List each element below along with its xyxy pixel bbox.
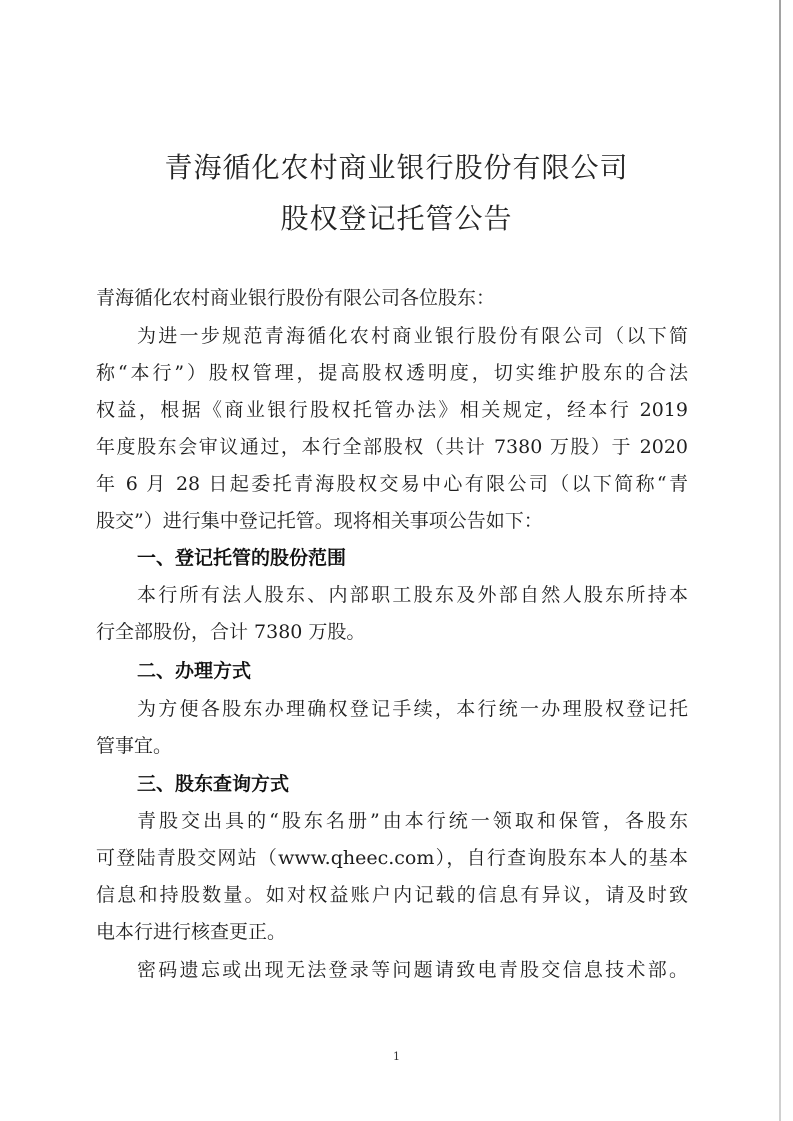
section-1-line: 本行所有法人股东、内部职工股东及外部自然人股东所持本 <box>137 584 688 606</box>
salutation: 青海循化农村商业银行股份有限公司各位股东： <box>96 287 496 309</box>
document-title-line-2: 股权登记托管公告 <box>280 202 513 235</box>
intro-line: 股交”）进行集中登记托管。现将相关事项公告如下： <box>96 510 543 532</box>
section-3-line: 信息和持股数量。如对权益账户内记载的信息有异议，请及时致 <box>96 884 688 906</box>
section-3-heading: 三、股东查询方式 <box>137 773 290 795</box>
section-3-line: 可登陆青股交网站（www.qheec.com），自行查询股东本人的基本 <box>96 847 688 869</box>
section-3-line: 密码遗忘或出现无法登录等问题请致电青股交信息技术部。 <box>137 959 688 981</box>
section-1-line: 行全部股份，合计 7380 万股。 <box>96 621 366 643</box>
section-2-line: 管事宜。 <box>96 735 173 757</box>
intro-line: 年度股东会审议通过，本行全部股权（共计 7380 万股）于 2020 <box>96 436 688 458</box>
section-3-line: 青股交出具的“股东名册”由本行统一领取和保管，各股东 <box>137 810 688 832</box>
section-3-line: 电本行进行核查更正。 <box>96 921 287 943</box>
section-2-line: 为方便各股东办理确权登记手续，本行统一办理股权登记托 <box>137 698 688 720</box>
section-1-heading: 一、登记托管的股份范围 <box>137 547 347 569</box>
document-title-line-1: 青海循化农村商业银行股份有限公司 <box>164 151 629 184</box>
intro-line: 为进一步规范青海循化农村商业银行股份有限公司（以下简 <box>137 325 688 347</box>
intro-line: 权益，根据《商业银行股权托管办法》相关规定，经本行 2019 <box>96 399 688 421</box>
section-2-heading: 二、办理方式 <box>137 660 252 682</box>
intro-line: 称“本行”）股权管理，提高股权透明度，切实维护股东的合法 <box>96 362 688 384</box>
page-number: 1 <box>393 1050 400 1063</box>
intro-line: 年 6 月 28 日起委托青海股权交易中心有限公司（以下简称“青 <box>96 473 688 495</box>
